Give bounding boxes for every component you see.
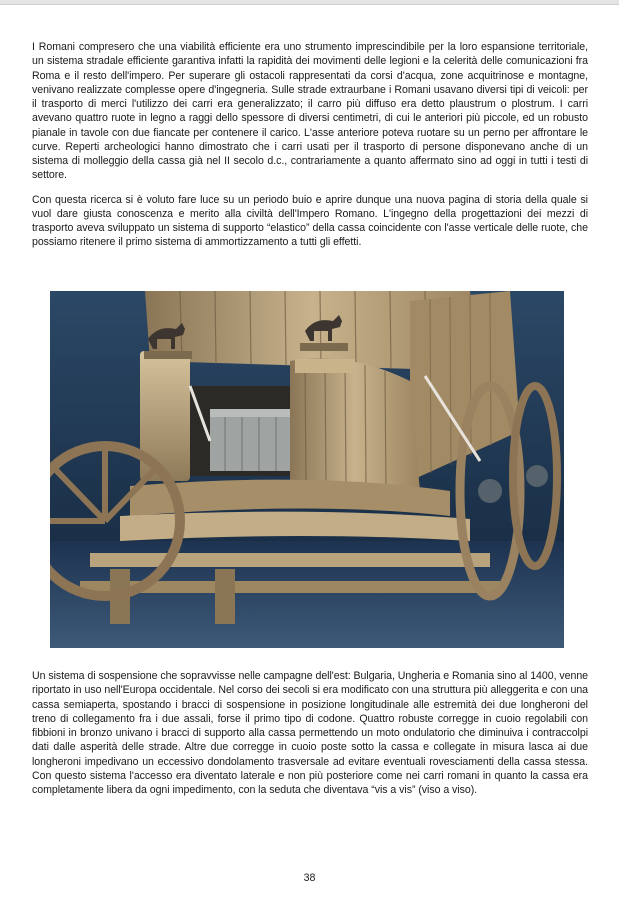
text-block-bottom bbox=[32, 669, 588, 797]
paragraph-3: Un sistema di sospensione che sopravvisse nelle campagne dell'est: Bulgaria, Ungheria e Romania sino al 1400, venne riportato in uso nell'Europa occidentale. Nel corso dei secoli si era modificato con una struttura più alleggerita e con una cassa semiaperta, spostando i bracci di sospensione in posizione longitudinale alle estremità dei due longheroni del treno di collegamento fra i due assali, forse il primo tipo di codone. Quattro robuste corregge in cuoio regolabili con fibbioni in bronzo univano i bracci di supporto alla cassa permettendo un moto ondulatorio che diminuiva i contraccolpi dati dalle asperità delle strade. Altre due corregge in cuoio poste sotto la cassa e collegate in misura lasca ai due longheroni impedivano un eccessivo dondolamento trasversale ad evitare eventuali rovesciamenti della cassa stessa. Con questo sistema l'accesso era diventato laterale e non più posteriore come nei carri romani in quanto la cassa era completamente libera da ogni impedimento, con la seduta che diventava “vis a vis” (viso a viso). bbox=[32, 670, 588, 796]
paragraph-2: Con questa ricerca si è voluto fare luce su un periodo buio e aprire dunque una nuova pagina di storia della quale si vuol dare giusta conoscenza e merito alla civiltà dell'Impero Romano. L'ingegno della progettazioni dei mezzi di trasporto aveva sviluppato un sistema di supporto “elastico” della cassa coincidente con l'asse verticale delle ruote, che possiamo ritenere il primo sistema di ammortizzamento a tutti gli effetti. bbox=[32, 193, 588, 249]
paragraph-1: I Romani compresero che una viabilità efficiente era uno strumento imprescindibile per la loro espansione territoriale, un sistema stradale efficiente garantiva infatti la rapidità dei movimenti delle legioni e la celerità delle comunicazioni fra Roma e il resto dell'impero. Per superare gli ostacoli rappresentati da corsi d'acqua, zone acquitrinose e montagne, venivano realizzate complesse opere d'ingegneria. Sulle strade extraurbane i Romani usavano diversi tipi di veicoli: per il trasporto di merci l'utilizzo dei carri era generalizzato; il carro più diffuso era detto plaustrum o plostrum. I carri avevano quattro ruote in legno a raggi dello spessore di diversi centimetri, di cui le anteriori più piccole, ed un robusto pianale in tavole con due fiancate per contenere il carico. L'asse anteriore poteva ruotare su un perno per affrontare le curve. Reperti archeologici hanno dimostrato che i carri usati per il trasporto di persone disponevano anche di un sistema di molleggio della cassa già nel II secolo d.c., contrariamente a quanto affermato sino ad oggi in tutti i testi di settore. bbox=[32, 41, 588, 182]
roman-carriage-illustration bbox=[50, 291, 564, 648]
page-number: 38 bbox=[303, 872, 316, 884]
viewer-top-bar bbox=[0, 0, 619, 5]
roman-carriage-image bbox=[50, 291, 564, 648]
text-block-top bbox=[32, 40, 588, 250]
